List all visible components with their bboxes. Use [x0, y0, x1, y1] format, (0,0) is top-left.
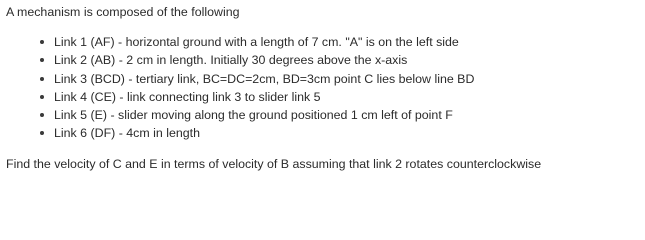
list-item: [37, 70, 642, 88]
list-item-text: Link 2 (AB) - 2 cm in length. Initially 30 degrees above the x-axis: [54, 53, 408, 68]
list-item-text: Link 3 (BCD) - tertiary link, BC=DC=2cm, BD=3cm point C lies below line BD: [54, 71, 475, 86]
bullet-icon: [40, 95, 44, 99]
list-item-text: Link 5 (E) - slider moving along the ground positioned 1 cm left of point F: [54, 108, 453, 123]
bullet-icon: [40, 40, 44, 44]
link-list: [6, 33, 642, 143]
bullet-icon: [40, 131, 44, 135]
bullet-icon: [40, 113, 44, 117]
list-item: [37, 33, 642, 51]
bullet-icon: [40, 58, 44, 62]
question-text: Find the velocity of C and E in terms of velocity of B assuming that link 2 rotates counterclockwise: [6, 156, 542, 171]
problem-text: [6, 3, 642, 173]
list-item-text: Link 6 (DF) - 4cm in length: [54, 126, 200, 141]
list-item: [37, 51, 642, 69]
list-item-text: Link 1 (AF) - horizontal ground with a length of 7 cm. "A" is on the left side: [54, 35, 459, 49]
list-item: [37, 124, 642, 142]
list-item: [37, 106, 642, 124]
bullet-icon: [40, 77, 44, 81]
intro-text: A mechanism is composed of the following: [6, 5, 240, 19]
list-item-text: Link 4 (CE) - link connecting link 3 to slider link 5: [54, 89, 321, 104]
list-item: [37, 88, 642, 106]
